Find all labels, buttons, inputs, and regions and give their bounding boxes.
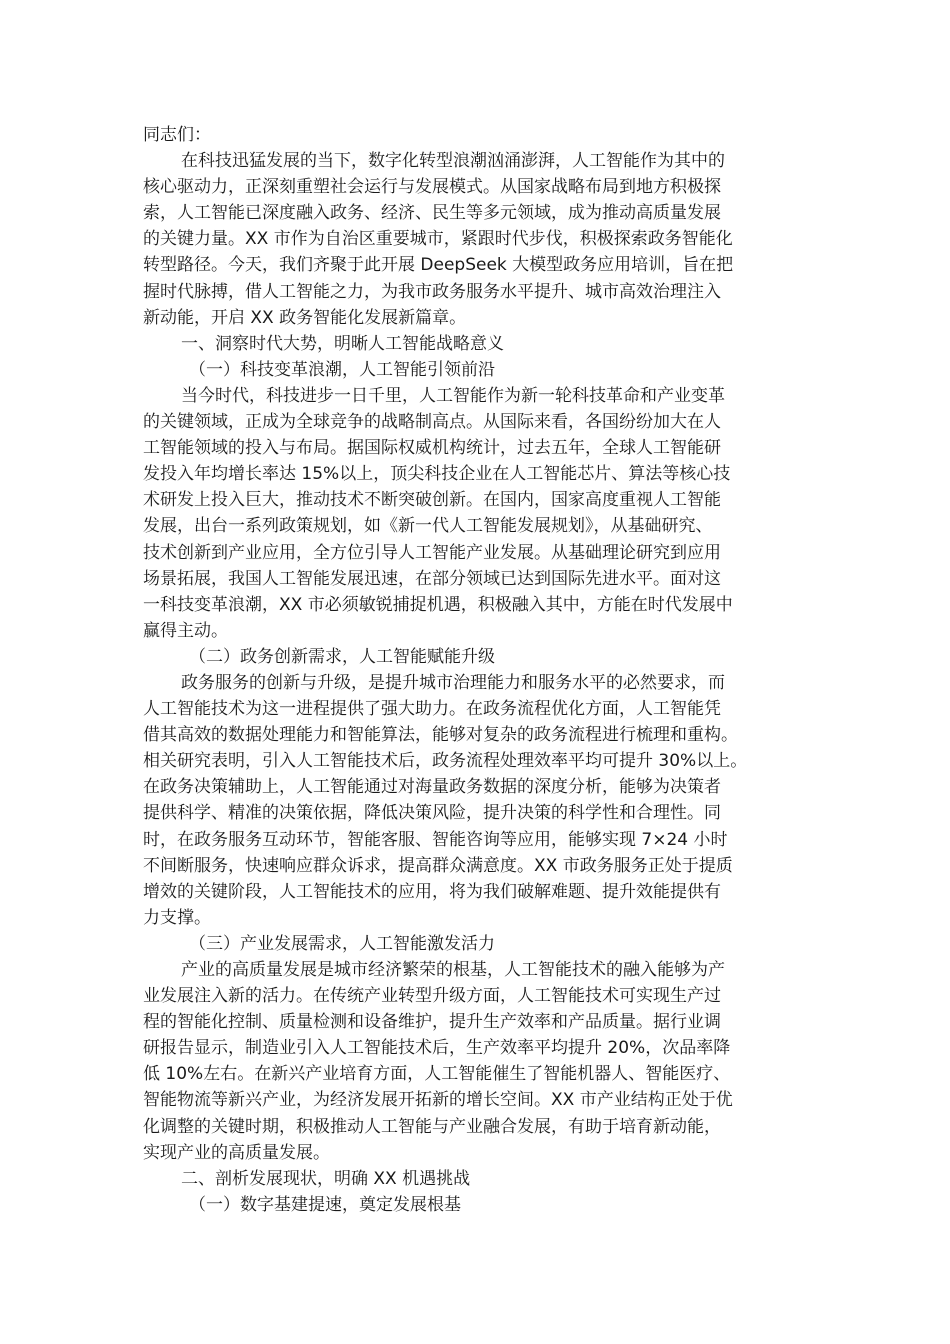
text-line: 的关键领域，正成为全球竞争的战略制高点。从国际来看，各国纷纷加大在人 — [143, 412, 721, 433]
text-line: 提供科学、精准的决策依据，降低决策风险，提升决策的科学性和合理性。同 — [143, 803, 721, 824]
text-line: 研报告显示，制造业引入人工智能技术后，生产效率平均提升 20%，次品率降 — [143, 1038, 731, 1059]
text-line: 产业的高质量发展是城市经济繁荣的根基，人工智能技术的融入能够为产 — [181, 960, 725, 980]
text-line: 相关研究表明，引入人工智能技术后，政务流程处理效率平均可提升 30%以上。 — [143, 751, 748, 772]
text-line: 工智能领域的投入与布局。据国际权威机构统计，过去五年，全球人工智能研 — [143, 438, 721, 459]
text-line: 化调整的关键时期，积极推动人工智能与产业融合发展，有助于培育新动能， — [143, 1116, 721, 1137]
document-body — [143, 122, 808, 1218]
text-line: 力支撑。 — [143, 907, 211, 928]
text-line: （一）数字基建提速，奠定发展根基 — [189, 1194, 461, 1215]
text-line: 增效的关键阶段，人工智能技术的应用，将为我们破解难题、提升效能提供有 — [143, 881, 721, 902]
text-line: 在科技迅猛发展的当下，数字化转型浪潮汹涌澎湃，人工智能作为其中的 — [181, 151, 725, 172]
text-line: 新动能，开启 XX 政务智能化发展新篇章。 — [143, 307, 467, 328]
text-line: 握时代脉搏，借人工智能之力，为我市政务服务水平提升、城市高效治理注入 — [143, 281, 721, 302]
text-line: 同志们： — [143, 125, 211, 145]
text-line: 人工智能技术为这一进程提供了强大助力。在政务流程优化方面，人工智能凭 — [143, 699, 721, 720]
text-line: （三）产业发展需求，人工智能激发活力 — [189, 933, 495, 954]
text-line: 在政务决策辅助上，人工智能通过对海量政务数据的深度分析，能够为决策者 — [143, 777, 721, 798]
text-line: 技术创新到产业应用，全方位引导人工智能产业发展。从基础理论研究到应用 — [143, 542, 721, 563]
text-line: （一）科技变革浪潮，人工智能引领前沿 — [189, 359, 495, 380]
text-line: 时，在政务服务互动环节，智能客服、智能咨询等应用，能够实现 7×24 小时 — [143, 829, 728, 850]
text-line: 实现产业的高质量发展。 — [143, 1142, 330, 1163]
text-line: 二、剖析发展现状，明确 XX 机遇挑战 — [181, 1168, 471, 1189]
text-line: 发展，出台一系列政策规划，如《新一代人工智能发展规划》，从基础研究、 — [143, 516, 713, 537]
text-line: 一科技变革浪潮，XX 市必须敏锐捕捉机遇，积极融入其中，方能在时代发展中 — [143, 594, 733, 615]
text-line: 借其高效的数据处理能力和智能算法，能够对复杂的政务流程进行梳理和重构。 — [143, 725, 738, 746]
text-line: 低 10%左右。在新兴产业培育方面，人工智能催生了智能机器人、智能医疗、 — [143, 1064, 731, 1085]
text-line: 索，人工智能已深度融入政务、经济、民生等多元领域，成为推动高质量发展 — [143, 203, 721, 224]
text-line: 不间断服务，快速响应群众诉求，提高群众满意度。XX 市政务服务正处于提质 — [143, 855, 733, 876]
text-line: 赢得主动。 — [143, 620, 228, 641]
text-line: 当今时代，科技进步一日千里，人工智能作为新一轮科技革命和产业变革 — [181, 385, 725, 406]
text-line: 转型路径。今天，我们齐聚于此开展 DeepSeek 大模型政务应用培训，旨在把 — [143, 255, 734, 276]
text-line: 发投入年均增长率达 15%以上，顶尖科技企业在人工智能芯片、算法等核心技 — [143, 464, 731, 485]
text-line: 的关键力量。XX 市作为自治区重要城市，紧跟时代步伐，积极探索政务智能化 — [143, 229, 733, 250]
text-line: 政务服务的创新与升级，是提升城市治理能力和服务水平的必然要求，而 — [181, 672, 725, 693]
text-line: 核心驱动力，正深刻重塑社会运行与发展模式。从国家战略布局到地方积极探 — [143, 177, 721, 198]
text-line: 场景拓展，我国人工智能发展迅速，在部分领域已达到国际先进水平。面对这 — [143, 568, 721, 589]
text-line: 业发展注入新的活力。在传统产业转型升级方面，人工智能技术可实现生产过 — [143, 986, 721, 1007]
text-line: 一、洞察时代大势，明晰人工智能战略意义 — [181, 333, 504, 354]
text-line: 术研发上投入巨大，推动技术不断突破创新。在国内，国家高度重视人工智能 — [143, 490, 721, 511]
text-line: 程的智能化控制、质量检测和设备维护，提升生产效率和产品质量。据行业调 — [143, 1012, 721, 1033]
text-line: 智能物流等新兴产业，为经济发展开拓新的增长空间。XX 市产业结构正处于优 — [143, 1090, 733, 1111]
text-line: （二）政务创新需求，人工智能赋能升级 — [189, 646, 495, 667]
